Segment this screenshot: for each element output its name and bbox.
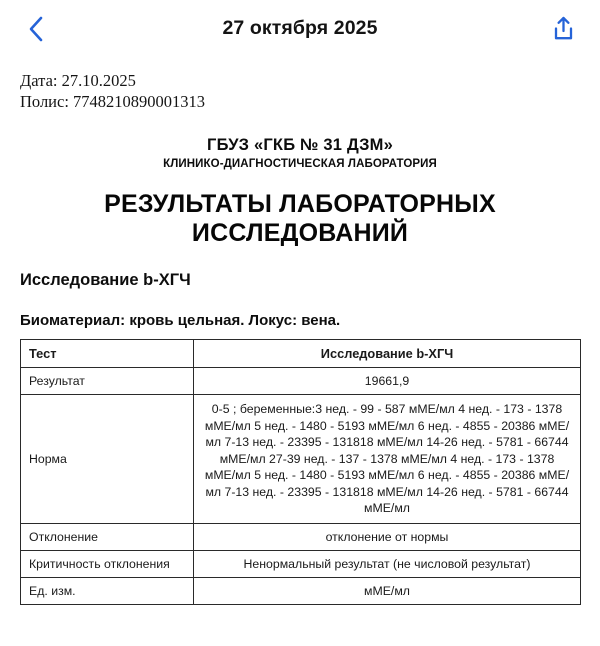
- row-label: Ед. изм.: [21, 577, 194, 604]
- table-row: [21, 523, 581, 550]
- row-label: Критичность отклонения: [21, 550, 194, 577]
- table-header-row: [21, 340, 581, 368]
- study-heading: Исследование b-ХГЧ: [20, 271, 191, 289]
- table-row: [21, 550, 581, 577]
- row-value: 19661,9: [194, 368, 581, 395]
- document-heading: РЕЗУЛЬТАТЫ ЛАБОРАТОРНЫХ ИССЛЕДОВАНИЙ: [104, 190, 496, 247]
- back-button[interactable]: [16, 10, 54, 48]
- row-value: отклонение от нормы: [194, 523, 581, 550]
- report-date: Дата: 27.10.2025: [20, 71, 136, 90]
- patient-meta: [20, 70, 580, 112]
- row-label: Результат: [21, 368, 194, 395]
- chevron-left-icon: [27, 15, 44, 43]
- organization-subtitle: КЛИНИКО-ДИАГНОСТИЧЕСКАЯ ЛАБОРАТОРИЯ: [163, 158, 437, 170]
- document-body: [0, 70, 600, 605]
- policy-number: Полис: 7748210890001313: [20, 92, 206, 111]
- table-header-value: Исследование b-ХГЧ: [194, 340, 581, 368]
- biomaterial-line: Биоматериал: кровь цельная. Локус: вена.: [20, 312, 341, 329]
- organization-name: ГБУЗ «ГКБ № 31 ДЗМ»: [207, 136, 393, 154]
- table-header-label: Тест: [21, 340, 194, 368]
- share-button[interactable]: [544, 10, 582, 48]
- navigation-bar: [0, 0, 600, 56]
- table-row: [21, 368, 581, 395]
- page-title: 27 октября 2025: [222, 16, 378, 39]
- row-label: Отклонение: [21, 523, 194, 550]
- organization-block: [20, 136, 580, 170]
- results-table: [20, 339, 581, 605]
- table-row: [21, 395, 581, 524]
- share-upload-icon: [552, 16, 575, 42]
- table-row: [21, 577, 581, 604]
- row-value: Ненормальный результат (не числовой результат): [194, 550, 581, 577]
- row-value: 0-5 ; беременные:3 нед. - 99 - 587 мМЕ/мл 4 нед. - 173 - 1378 мМЕ/мл 5 нед. - 1480 - 5193 мМЕ/мл 6 нед. - 4855 - 20386 мМЕ/мл 7-13 нед. - 23395 - 131818 мМЕ/мл 14-26 нед. - 5781 - 66744 мМЕ/мл 27-39 нед. - 137 - 1378 мМЕ/мл 4 нед. - 173 - 1378 мМЕ/мл 5 нед. - 1480 - 5193 мМЕ/мл 6 нед. - 4855 - 20386 мМЕ/мл 7-13 нед. - 23395 - 131818 мМЕ/мл 14-26 нед. - 5781 - 66744 мМЕ/мл: [194, 395, 581, 524]
- row-value: мМЕ/мл: [194, 577, 581, 604]
- row-label: Норма: [21, 395, 194, 524]
